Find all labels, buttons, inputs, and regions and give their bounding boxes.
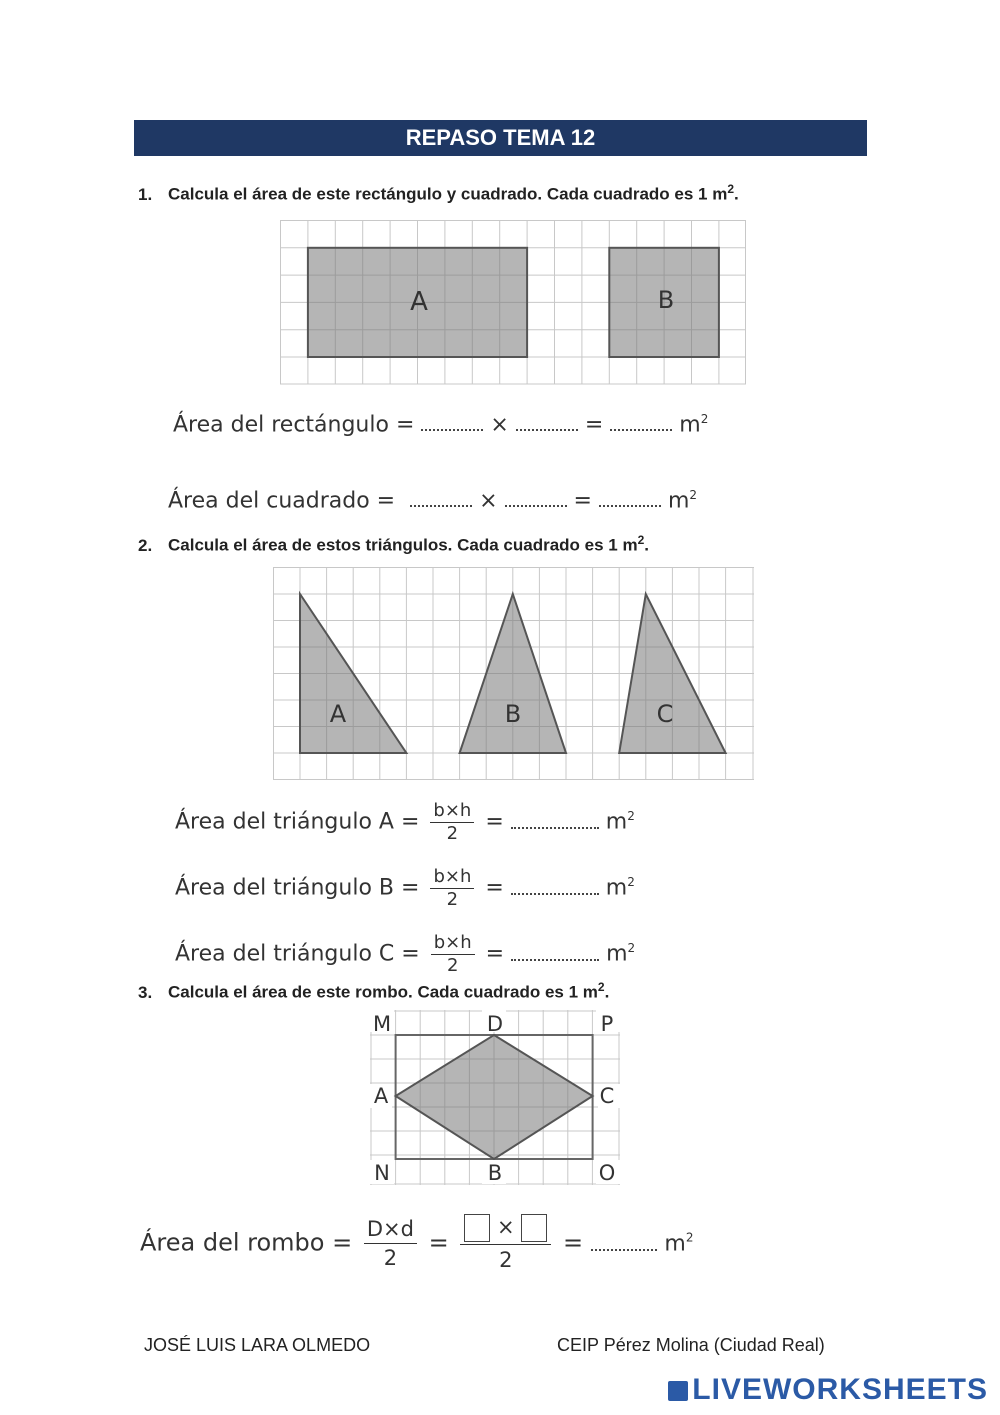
numerator: D×d — [364, 1215, 417, 1244]
fraction — [430, 866, 474, 911]
label-b: B — [657, 286, 675, 314]
unit: m — [664, 1231, 686, 1257]
corner-p: P — [600, 1012, 614, 1036]
equals-sign: = — [562, 1228, 584, 1257]
question-text: Calcula el área de estos triángulos. Cada cuadrado es 1 m — [168, 535, 638, 555]
rectangle-square-grid — [280, 220, 746, 385]
corner-d: D — [486, 1012, 504, 1036]
rhombus-grid — [370, 1010, 622, 1186]
answer-blank[interactable] — [421, 423, 483, 431]
fraction — [430, 800, 474, 845]
answer-blank[interactable] — [511, 953, 599, 961]
answer-blank[interactable] — [516, 423, 578, 431]
question-end: . — [644, 535, 649, 555]
answer-blank[interactable] — [610, 423, 672, 431]
equals-sign: = — [584, 412, 604, 438]
formula-label: Área del cuadrado = — [168, 488, 396, 514]
corner-c: C — [599, 1084, 615, 1108]
equals-sign: = — [428, 1228, 449, 1257]
corner-m: M — [372, 1012, 392, 1036]
school: CEIP Pérez Molina (Ciudad Real) — [557, 1335, 825, 1355]
unit: m — [605, 875, 628, 901]
question-3 — [138, 980, 609, 1003]
numerator: b×h — [431, 932, 475, 955]
formula-label: Área del rectángulo = — [173, 412, 415, 438]
label-triangle-b: B — [504, 700, 522, 728]
times-sign: × — [497, 1215, 515, 1239]
question-number: 3. — [138, 982, 153, 1002]
unit-exponent: 2 — [700, 412, 709, 426]
superscript: 2 — [597, 980, 605, 994]
denominator: 2 — [446, 889, 459, 910]
question-1 — [138, 182, 739, 205]
superscript: 2 — [727, 182, 735, 196]
question-text: Calcula el área de este rectángulo y cuadrado. Cada cuadrado es 1 m — [168, 184, 728, 204]
denominator: 2 — [446, 823, 459, 844]
answer-blank[interactable] — [410, 499, 472, 507]
unit: m — [679, 412, 701, 438]
equals-sign: = — [485, 941, 505, 967]
question-end: . — [604, 982, 610, 1002]
unit-exponent: 2 — [627, 875, 635, 890]
unit-exponent: 2 — [627, 809, 635, 824]
label-triangle-a: A — [329, 700, 347, 728]
logo-icon — [668, 1381, 688, 1401]
rhombus — [396, 1035, 593, 1159]
corner-a: A — [373, 1084, 389, 1108]
triangle-c-formula — [175, 932, 635, 977]
diagonal-d-box[interactable] — [464, 1214, 490, 1242]
question-end: . — [734, 184, 739, 204]
triangles-grid — [273, 567, 754, 781]
fraction-blanks — [460, 1212, 551, 1275]
unit-exponent: 2 — [689, 488, 698, 502]
brand-logo — [668, 1373, 988, 1407]
denominator: 2 — [446, 955, 459, 976]
answer-blank[interactable] — [591, 1243, 657, 1251]
unit: m — [606, 941, 628, 967]
denominator: 2 — [499, 1248, 513, 1272]
answer-blank[interactable] — [511, 821, 599, 829]
times-sign: × — [490, 412, 509, 438]
question-2 — [138, 533, 649, 556]
question-number: 2. — [138, 535, 153, 555]
triangle-a-formula — [175, 800, 635, 845]
answer-blank[interactable] — [511, 887, 599, 895]
answer-blank[interactable] — [505, 499, 567, 507]
denominator: 2 — [383, 1246, 398, 1270]
question-text: Calcula el área de este rombo. Cada cuadrado es 1 m — [168, 982, 598, 1002]
label-triangle-c: C — [656, 700, 674, 728]
equals-sign: = — [573, 488, 592, 514]
author: JOSÉ LUIS LARA OLMEDO — [144, 1335, 371, 1355]
rhombus-area-formula — [140, 1212, 693, 1275]
formula-label: Área del triángulo A = — [175, 809, 420, 835]
corner-b: B — [487, 1161, 503, 1185]
rectangle-area-formula — [173, 412, 708, 437]
numerator: b×h — [430, 866, 474, 889]
corner-o: O — [598, 1161, 616, 1185]
page-title: REPASO TEMA 12 — [134, 120, 867, 156]
question-number: 1. — [138, 184, 153, 204]
equals-sign: = — [485, 809, 504, 835]
equals-sign: = — [485, 875, 504, 901]
unit-exponent: 2 — [685, 1230, 694, 1245]
times-sign: × — [479, 488, 498, 514]
corner-n: N — [374, 1161, 390, 1185]
fraction — [431, 932, 475, 977]
fraction — [364, 1215, 417, 1272]
answer-blank[interactable] — [599, 499, 661, 507]
numerator: b×h — [430, 800, 474, 823]
brand-name: LIVEWORKSHEETS — [692, 1373, 988, 1406]
formula-label: Área del triángulo B = — [175, 875, 420, 901]
triangle-b-formula — [175, 866, 635, 911]
formula-label: Área del triángulo C = — [175, 941, 420, 967]
unit: m — [667, 488, 690, 514]
label-a: A — [410, 287, 428, 317]
unit-exponent: 2 — [627, 941, 636, 956]
formula-label: Área del rombo = — [140, 1228, 353, 1257]
square-area-formula — [168, 488, 697, 513]
unit: m — [605, 809, 628, 835]
diagonal-small-d-box[interactable] — [521, 1214, 547, 1242]
superscript: 2 — [637, 533, 645, 547]
